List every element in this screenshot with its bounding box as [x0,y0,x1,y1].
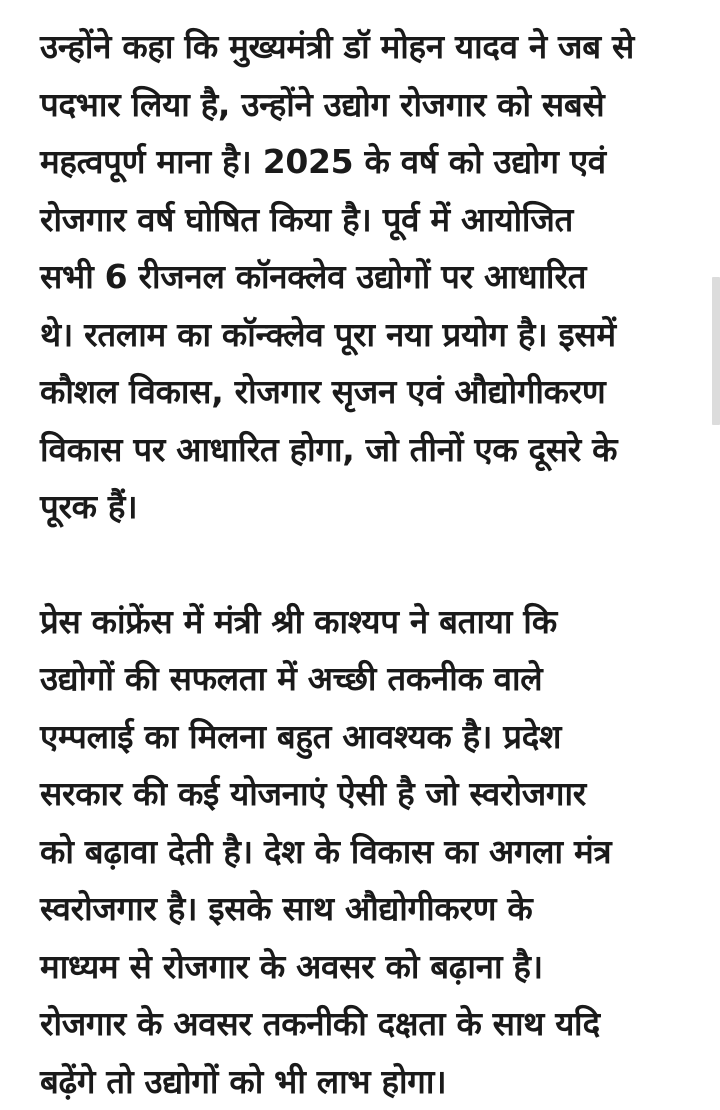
text-line: को बढ़ावा देती है। देश के विकास का अगला मंत्र [40,823,690,881]
text-line: पदभार लिया है, उन्होंने उद्योग रोजगार को सबसे [40,76,690,134]
article-body [40,18,690,1110]
article-paragraph-2 [40,593,690,1110]
scrollbar-thumb[interactable] [712,277,720,425]
text-line: विकास पर आधारित होगा, जो तीनों एक दूसरे के [40,421,690,479]
text-line: सभी 6 रीजनल कॉनक्लेव उद्योगों पर आधारित [40,248,690,306]
text-line: प्रेस कांफ्रेंस में मंत्री श्री काश्यप ने बताया कि [40,593,690,651]
text-line: बढ़ेंगे तो उद्योगों को भी लाभ होगा। [40,1053,690,1110]
text-line: रोजगार वर्ष घोषित किया है। पूर्व में आयोजित [40,191,690,249]
paragraph-spacer [40,536,690,593]
text-line: उद्योगों की सफलता में अच्छी तकनीक वाले [40,650,690,708]
text-line: एम्पलाई का मिलना बहुत आवश्यक है। प्रदेश [40,708,690,766]
text-line: कौशल विकास, रोजगार सृजन एवं औद्योगीकरण [40,363,690,421]
text-line: रोजगार के अवसर तकनीकी दक्षता के साथ यदि [40,995,690,1053]
text-line: स्वरोजगार है। इसके साथ औद्योगीकरण के [40,880,690,938]
text-line: उन्होंने कहा कि मुख्यमंत्री डॉ मोहन यादव ने जब से [40,18,690,76]
text-line: पूरक हैं। [40,478,690,536]
scrollbar[interactable] [710,0,720,1104]
text-line: महत्वपूर्ण माना है। 2025 के वर्ष को उद्योग एवं [40,133,690,191]
text-line: सरकार की कई योजनाएं ऐसी है जो स्वरोजगार [40,765,690,823]
text-line: माध्यम से रोजगार के अवसर को बढ़ाना है। [40,938,690,996]
text-line: थे। रतलाम का कॉन्क्लेव पूरा नया प्रयोग है। इसमें [40,306,690,364]
article-paragraph-1 [40,18,690,536]
